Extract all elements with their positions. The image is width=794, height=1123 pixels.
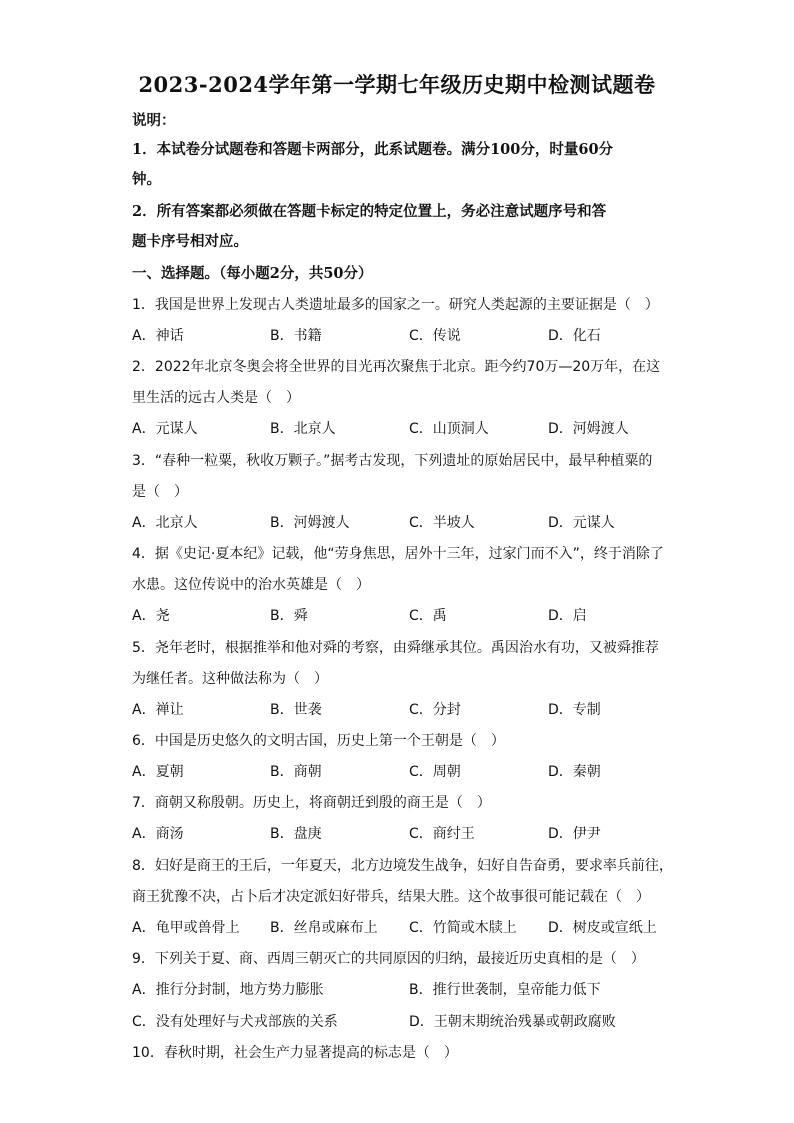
note-2-line-2: 题卡序号相对应。 xyxy=(132,233,248,250)
option-d: D．伊尹 xyxy=(548,826,601,842)
option-a: A．尧 xyxy=(132,608,170,624)
question-stem: 10．春秋时期，社会生产力显著提高的标志是（ ） xyxy=(132,1045,458,1061)
option-b: B．河姆渡人 xyxy=(270,515,350,531)
question-stem: 水患。这位传说中的治水英雄是（ ） xyxy=(132,577,370,593)
question-stem: 2．2022年北京冬奥会将全世界的目光再次聚焦于北京。距今约70万—20万年，在这 xyxy=(132,359,661,375)
option-d: D．河姆渡人 xyxy=(548,421,629,437)
option-c: C．没有处理好与犬戎部族的关系 xyxy=(132,1014,338,1030)
question-stem: 3．“春种一粒粟，秋收万颗子。”据考古发现，下列遗址的原始居民中，最早种植粟的 xyxy=(132,453,653,469)
option-a: A．北京人 xyxy=(132,515,198,531)
option-b: B．丝帛或麻布上 xyxy=(270,920,378,936)
option-a: A．神话 xyxy=(132,328,184,344)
option-c: C．半坡人 xyxy=(409,515,475,531)
note-2-line-1: 2．所有答案都必须做在答题卡标定的特定位置上，务必注意试题序号和答 xyxy=(132,203,607,220)
note-1-line-2: 钟。 xyxy=(132,171,161,188)
option-b: B．盘庚 xyxy=(270,826,322,842)
option-c: C．禹 xyxy=(409,608,447,624)
question-stem: 为继任者。这种做法称为（ ） xyxy=(132,671,328,687)
notes-heading: 说明： xyxy=(132,112,176,129)
exam-title: 2023-2024学年第一学期七年级历史期中检测试题卷 xyxy=(138,72,656,97)
option-a: A．龟甲或兽骨上 xyxy=(132,920,240,936)
section-heading: 一、选择题。（每小题2分，共50分） xyxy=(132,265,373,282)
question-stem: 7．商朝又称殷朝。历史上，将商朝迁到殷的商王是（ ） xyxy=(132,795,491,811)
option-d: D．元谋人 xyxy=(548,515,615,531)
option-d: D．王朝末期统治残暴或朝政腐败 xyxy=(409,1014,616,1030)
option-b: B．北京人 xyxy=(270,421,336,437)
option-a: A．禅让 xyxy=(132,702,184,718)
question-stem: 5．尧年老时，根据推举和他对舜的考察，由舜继承其位。禹因治水有功，又被舜推荐 xyxy=(132,640,659,656)
option-a: A．夏朝 xyxy=(132,764,184,780)
option-a: A．推行分封制，地方势力膨胀 xyxy=(132,982,324,998)
question-stem: 1．我国是世界上发现古人类遗址最多的国家之一。研究人类起源的主要证据是（ ） xyxy=(132,297,659,313)
option-b: B．世袭 xyxy=(270,702,322,718)
question-stem: 是（ ） xyxy=(132,484,188,500)
option-c: C．竹简或木牍上 xyxy=(409,920,517,936)
option-d: D．启 xyxy=(548,608,587,624)
option-a: A．商汤 xyxy=(132,826,184,842)
option-a: A．元谋人 xyxy=(132,421,198,437)
question-stem: 4．据《史记·夏本纪》记载，他“劳身焦思，居外十三年，过家门而不入”，终于消除了 xyxy=(132,546,664,562)
question-stem: 9．下列关于夏、商、西周三朝灭亡的共同原因的归纳，最接近历史真相的是（ ） xyxy=(132,951,645,967)
option-c: C．分封 xyxy=(409,702,461,718)
option-d: D．专制 xyxy=(548,702,601,718)
question-stem: 8．妇好是商王的王后，一年夏天，北方边境发生战争，妇好自告奋勇，要求率兵前往， xyxy=(132,858,673,874)
option-c: C．传说 xyxy=(409,328,461,344)
question-stem: 商王犹豫不决，占卜后才决定派妇好带兵，结果大胜。这个故事很可能记载在（ ） xyxy=(132,889,650,905)
option-c: C．周朝 xyxy=(409,764,461,780)
note-1-line-1: 1．本试卷分试题卷和答题卡两部分，此系试题卷。满分100分，时量60分 xyxy=(132,141,614,158)
option-b: B．推行世袭制，皇帝能力低下 xyxy=(409,982,601,998)
question-stem: 里生活的远古人类是（ ） xyxy=(132,390,300,406)
option-c: C．商纣王 xyxy=(409,826,475,842)
option-d: D．秦朝 xyxy=(548,764,601,780)
option-c: C．山顶洞人 xyxy=(409,421,489,437)
option-d: D．树皮或宣纸上 xyxy=(548,920,657,936)
option-d: D．化石 xyxy=(548,328,601,344)
question-stem: 6．中国是历史悠久的文明古国，历史上第一个王朝是（ ） xyxy=(132,733,505,749)
option-b: B．商朝 xyxy=(270,764,322,780)
option-b: B．书籍 xyxy=(270,328,322,344)
option-b: B．舜 xyxy=(270,608,308,624)
